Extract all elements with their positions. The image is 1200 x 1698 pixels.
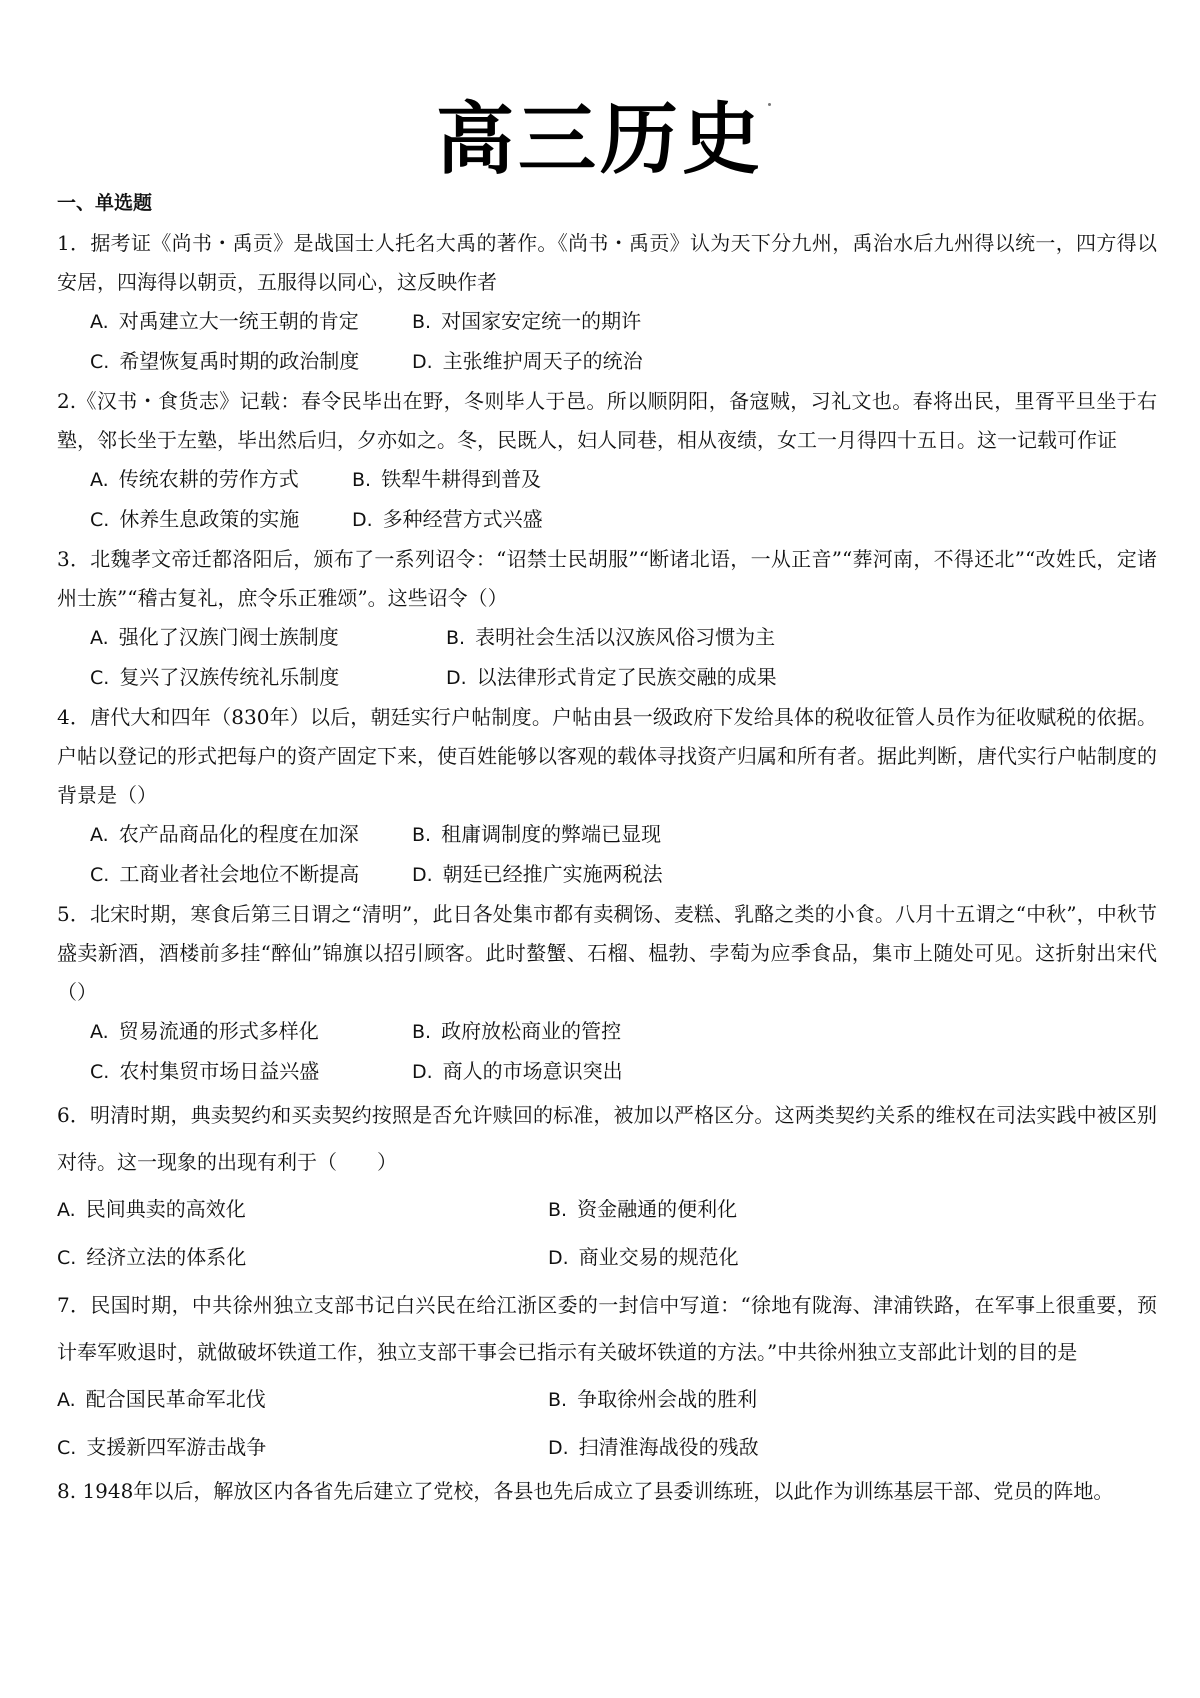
document-title: 高三历史: [435, 95, 764, 185]
question-1: [57, 224, 1157, 382]
option-c[interactable]: C. 休养生息政策的实施: [90, 507, 300, 531]
question-stem: 5．北宋时期，寒食后第三日谓之“清明”，此日各处集市都有卖稠饧、麦糕、乳酪之类的小食。八月十五谓之“中秋”，中秋节盛卖新酒，酒楼前多挂“醉仙”锦旗以招引顾客。此时螯蟹、石榴、榅勃、孛萄为应季食品，集市上随处可见。这折射出宋代（）: [57, 902, 1157, 1004]
question-stem: 8. 1948年以后，解放区内各省先后建立了党校，各县也先后成立了县委训练班，以此作为训练基层干部、党员的阵地。: [57, 1479, 1114, 1503]
option-a[interactable]: A. 传统农耕的劳作方式: [90, 467, 299, 491]
question-5: [57, 895, 1157, 1092]
option-b[interactable]: B. 政府放松商业的管控: [412, 1019, 622, 1043]
question-stem: 4．唐代大和四年（830年）以后，朝廷实行户帖制度。户帖由县一级政府下发给具体的税收征管人员作为征收赋税的依据。户帖以登记的形式把每户的资产固定下来，使百姓能够以客观的载体寻找资产归属和所有者。据此判断，唐代实行户帖制度的背景是（）: [57, 705, 1157, 807]
question-8: [57, 1472, 1157, 1511]
option-d[interactable]: D. 扫清淮海战役的残敌: [548, 1435, 759, 1459]
option-c[interactable]: C. 农村集贸市场日益兴盛: [90, 1059, 320, 1083]
option-b[interactable]: B. 铁犁牛耕得到普及: [352, 467, 542, 491]
option-d[interactable]: D. 多种经营方式兴盛: [352, 507, 543, 531]
question-4: [57, 698, 1157, 895]
option-b[interactable]: B. 对国家安定统一的期许: [412, 309, 642, 333]
question-6: [57, 1092, 1157, 1282]
option-c[interactable]: C. 支援新四军游击战争: [57, 1435, 267, 1459]
options: [90, 460, 1157, 540]
option-a[interactable]: A. 贸易流通的形式多样化: [90, 1019, 319, 1043]
option-d[interactable]: D. 朝廷已经推广实施两税法: [412, 862, 663, 886]
option-a[interactable]: A. 强化了汉族门阀士族制度: [90, 625, 339, 649]
options: [57, 1376, 1157, 1472]
question-3: [57, 540, 1157, 698]
option-b[interactable]: B. 租庸调制度的弊端已显现: [412, 822, 662, 846]
question-stem: 6．明清时期，典卖契约和买卖契约按照是否允许赎回的标准，被加以严格区分。这两类契约关系的维权在司法实践中被区别对待。这一现象的出现有利于（ ）: [57, 1103, 1157, 1174]
option-a[interactable]: A. 民间典卖的高效化: [57, 1197, 246, 1221]
question-stem: 1．据考证《尚书・禹贡》是战国士人托名大禹的著作。《尚书・禹贡》认为天下分九州，禹治水后九州得以统一，四方得以安居，四海得以朝贡，五服得以同心，这反映作者: [57, 231, 1157, 294]
option-c[interactable]: C. 工商业者社会地位不断提高: [90, 862, 360, 886]
document-body: [57, 188, 1157, 1511]
option-a[interactable]: A. 配合国民革命军北伐: [57, 1387, 266, 1411]
question-2: [57, 382, 1157, 540]
question-stem: 3．北魏孝文帝迁都洛阳后，颁布了一系列诏令：“诏禁士民胡服”“断诸北语，一从正音”“葬河南，不得还北”“改姓氏，定诸州士族”“稽古复礼，庶令乐正雅颂”。这些诏令（）: [57, 547, 1157, 610]
option-c[interactable]: C. 希望恢复禹时期的政治制度: [90, 349, 360, 373]
options: [90, 815, 1157, 895]
option-b[interactable]: B. 争取徐州会战的胜利: [548, 1387, 758, 1411]
option-c[interactable]: C. 复兴了汉族传统礼乐制度: [90, 665, 340, 689]
option-b[interactable]: B. 表明社会生活以汉族风俗习惯为主: [446, 625, 776, 649]
option-a[interactable]: A. 对禹建立大一统王朝的肯定: [90, 309, 359, 333]
option-d[interactable]: D. 商人的市场意识突出: [412, 1059, 623, 1083]
options: [90, 302, 1157, 382]
options: [90, 1012, 1157, 1092]
options: [57, 1186, 1157, 1282]
options: [90, 618, 1157, 698]
question-stem: 2.《汉书・食货志》记载：春令民毕出在野，冬则毕人于邑。所以顺阴阳，备寇贼，习礼文也。春将出民，里胥平旦坐于右塾，邻长坐于左塾，毕出然后归，夕亦如之。冬，民既人，妇人同巷，相从夜绩，女工一月得四十五日。这一记载可作证: [57, 389, 1157, 452]
option-c[interactable]: C. 经济立法的体系化: [57, 1245, 247, 1269]
option-d[interactable]: D. 主张维护周天子的统治: [412, 349, 643, 373]
section-heading: 一、单选题: [57, 192, 153, 214]
option-b[interactable]: B. 资金融通的便利化: [548, 1197, 738, 1221]
option-d[interactable]: D. 商业交易的规范化: [548, 1245, 739, 1269]
question-stem: 7．民国时期，中共徐州独立支部书记白兴民在给江浙区委的一封信中写道：“徐地有陇海、津浦铁路，在军事上很重要，预计奉军败退时，就做破坏铁道工作，独立支部干事会已指示有关破坏铁道的方法。”中共徐州独立支部此计划的目的是: [57, 1293, 1157, 1364]
option-d[interactable]: D. 以法律形式肯定了民族交融的成果: [446, 665, 777, 689]
question-7: [57, 1282, 1157, 1472]
option-a[interactable]: A. 农产品商品化的程度在加深: [90, 822, 359, 846]
scan-dot: [768, 103, 771, 106]
